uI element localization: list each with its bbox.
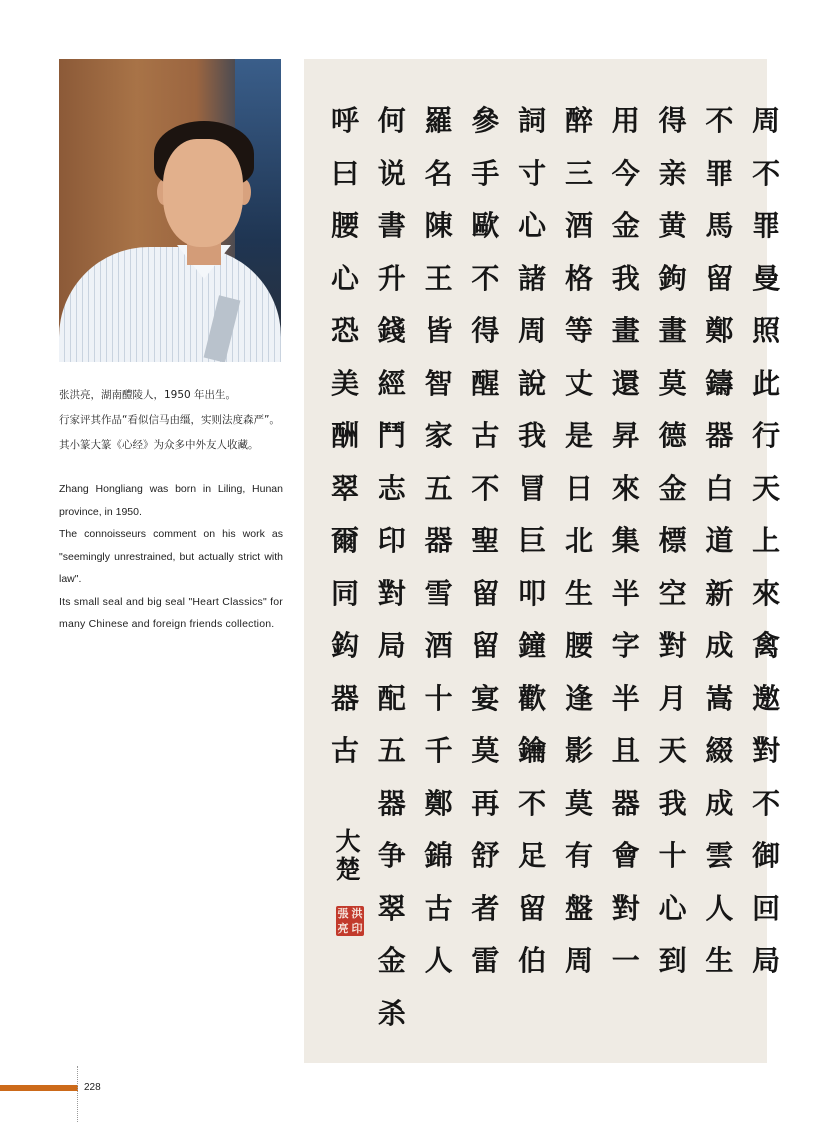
artist-seal-stamp — [336, 906, 364, 936]
calligraphy-glyph: 金 — [658, 471, 687, 505]
seal-glyph: 洪 — [351, 907, 363, 920]
calligraphy-glyph: 參 — [471, 104, 500, 137]
calligraphy-glyph: 腰 — [330, 209, 359, 242]
calligraphy-glyph: 叩 — [518, 576, 547, 610]
calligraphy-glyph: 恐 — [330, 314, 359, 347]
calligraphy-glyph: 對 — [611, 891, 640, 925]
calligraphy-glyph: 此 — [752, 366, 781, 400]
biography-chinese — [59, 383, 283, 458]
calligraphy-glyph: 古 — [424, 891, 453, 925]
calligraphy-column — [603, 95, 649, 778]
calligraphy-glyph: 人 — [705, 891, 734, 925]
page-number: 228 — [84, 1082, 101, 1093]
calligraphy-glyph: 家 — [424, 419, 453, 452]
calligraphy-glyph: 雷 — [471, 944, 500, 977]
bio-zh-line: 行家评其作品“看似信马由缰，实则法度森严”。 — [59, 414, 280, 426]
calligraphy-glyph: 成 — [705, 786, 734, 820]
calligraphy-glyph: 醒 — [471, 366, 500, 400]
calligraphy-glyph: 歐 — [471, 209, 500, 242]
calligraphy-glyph: 王 — [424, 261, 453, 295]
calligraphy-column-lower — [743, 778, 789, 988]
calligraphy-glyph: 呼 — [330, 104, 359, 137]
seal-glyph: 亮 — [337, 922, 349, 935]
calligraphy-glyph: 器 — [330, 681, 359, 715]
signature-glyph: 楚 — [335, 855, 361, 884]
calligraphy-glyph: 罪 — [752, 209, 781, 242]
calligraphy-glyph: 不 — [471, 471, 500, 505]
calligraphy-glyph: 天 — [658, 734, 687, 767]
calligraphy-glyph: 對 — [752, 734, 781, 767]
calligraphy-glyph: 集 — [611, 524, 640, 557]
calligraphy-glyph: 空 — [658, 576, 687, 610]
calligraphy-column — [416, 95, 462, 778]
bio-en-paragraph: Its small seal and big seal "Heart Classics" for many Chinese and foreign friends collection. — [59, 595, 283, 630]
calligraphy-glyph: 醉 — [564, 104, 593, 137]
calligraphy-glyph: 畫 — [658, 314, 687, 347]
footer-accent-bar — [0, 1085, 78, 1091]
calligraphy-glyph: 北 — [564, 524, 593, 557]
calligraphy-glyph: 丈 — [564, 366, 593, 400]
calligraphy-glyph: 不 — [705, 104, 734, 137]
calligraphy-glyph: 何 — [377, 104, 406, 137]
calligraphy-glyph: 同 — [330, 576, 359, 610]
calligraphy-glyph: 盤 — [564, 891, 593, 925]
calligraphy-column-lower — [416, 778, 462, 988]
calligraphy-glyph: 曼 — [752, 261, 781, 295]
footer-divider — [77, 1066, 78, 1122]
calligraphy-glyph: 舒 — [471, 839, 500, 872]
calligraphy-glyph: 有 — [564, 839, 593, 872]
calligraphy-glyph: 五 — [424, 471, 453, 505]
calligraphy-glyph: 半 — [611, 576, 640, 610]
calligraphy-glyph: 美 — [330, 366, 359, 400]
calligraphy-glyph-grid — [322, 95, 781, 1030]
calligraphy-glyph: 生 — [564, 576, 593, 610]
calligraphy-glyph: 酬 — [330, 419, 359, 452]
calligraphy-glyph: 酒 — [564, 209, 593, 242]
seal-glyph: 張 — [337, 907, 349, 920]
calligraphy-glyph: 腰 — [564, 629, 593, 662]
calligraphy-glyph: 印 — [377, 524, 406, 557]
calligraphy-glyph: 字 — [611, 629, 640, 662]
calligraphy-glyph: 昇 — [611, 419, 640, 452]
calligraphy-glyph: 羅 — [424, 104, 453, 137]
calligraphy-glyph: 還 — [611, 366, 640, 400]
calligraphy-glyph: 御 — [752, 839, 781, 872]
calligraphy-glyph: 書 — [377, 209, 406, 242]
calligraphy-glyph: 馬 — [705, 209, 734, 242]
calligraphy-column — [322, 95, 368, 778]
calligraphy-glyph: 留 — [471, 576, 500, 610]
calligraphy-glyph: 對 — [658, 629, 687, 662]
calligraphy-glyph: 白 — [705, 471, 734, 505]
calligraphy-glyph: 古 — [330, 734, 359, 767]
calligraphy-glyph: 十 — [424, 681, 453, 715]
calligraphy-glyph: 酒 — [424, 629, 453, 662]
calligraphy-glyph: 陳 — [424, 209, 453, 242]
bio-zh-line: 张洪亮，湖南醴陵人，1950 年出生。 — [59, 389, 237, 401]
calligraphy-glyph: 嵩 — [705, 681, 734, 715]
calligraphy-glyph: 格 — [564, 261, 593, 295]
signature-glyph: 大 — [335, 827, 361, 856]
calligraphy-glyph: 翠 — [330, 471, 359, 505]
calligraphy-glyph: 不 — [518, 786, 547, 820]
calligraphy-glyph: 亲 — [658, 156, 687, 190]
calligraphy-glyph: 五 — [377, 734, 406, 767]
calligraphy-glyph: 再 — [471, 786, 500, 820]
calligraphy-glyph: 周 — [564, 944, 593, 977]
calligraphy-glyph: 禽 — [752, 629, 781, 662]
calligraphy-glyph: 冒 — [518, 471, 547, 505]
seal-glyph: 印 — [351, 922, 363, 935]
biography-english — [59, 478, 283, 636]
calligraphy-glyph: 争 — [377, 839, 406, 872]
calligraphy-glyph: 说 — [377, 156, 406, 190]
calligraphy-glyph: 不 — [752, 786, 781, 820]
calligraphy-glyph: 日 — [564, 471, 593, 505]
calligraphy-glyph: 手 — [471, 156, 500, 190]
calligraphy-glyph: 道 — [705, 524, 734, 557]
calligraphy-glyph: 是 — [564, 419, 593, 452]
calligraphy-glyph: 鄭 — [705, 314, 734, 347]
calligraphy-glyph: 經 — [377, 366, 406, 400]
calligraphy-glyph: 來 — [611, 471, 640, 505]
calligraphy-glyph: 聖 — [471, 524, 500, 557]
calligraphy-glyph: 影 — [564, 734, 593, 767]
calligraphy-glyph: 標 — [658, 524, 687, 557]
calligraphy-glyph: 上 — [752, 524, 781, 557]
calligraphy-glyph: 皆 — [424, 314, 453, 347]
calligraphy-glyph: 器 — [705, 419, 734, 452]
artist-signature — [331, 828, 365, 884]
calligraphy-glyph: 爾 — [330, 524, 359, 557]
calligraphy-glyph: 我 — [658, 786, 687, 820]
calligraphy-glyph: 古 — [471, 419, 500, 452]
calligraphy-glyph: 我 — [611, 261, 640, 295]
calligraphy-glyph: 等 — [564, 314, 593, 347]
calligraphy-glyph: 足 — [518, 839, 547, 872]
calligraphy-glyph: 回 — [752, 891, 781, 925]
calligraphy-glyph: 金 — [611, 209, 640, 242]
bio-zh-line: 其小篆大篆《心经》为众多中外友人收藏。 — [59, 439, 259, 451]
calligraphy-glyph: 且 — [611, 734, 640, 767]
calligraphy-glyph: 今 — [611, 156, 640, 190]
bio-en-paragraph: The connoisseurs comment on his work as "seemingly unrestrained, but actually strict with law". — [59, 528, 283, 585]
calligraphy-glyph: 鬥 — [377, 419, 406, 452]
calligraphy-glyph: 局 — [752, 944, 781, 977]
calligraphy-glyph: 得 — [471, 314, 500, 347]
calligraphy-glyph: 成 — [705, 629, 734, 662]
calligraphy-glyph: 行 — [752, 419, 781, 452]
bio-en-paragraph: Zhang Hongliang was born in Liling, Hunan province, in 1950. — [59, 483, 283, 518]
calligraphy-glyph: 雲 — [705, 839, 734, 872]
calligraphy-glyph: 配 — [377, 681, 406, 715]
calligraphy-glyph: 志 — [377, 471, 406, 505]
calligraphy-glyph: 鐘 — [518, 629, 547, 662]
calligraphy-glyph: 十 — [658, 839, 687, 872]
calligraphy-glyph: 會 — [611, 839, 640, 872]
calligraphy-glyph: 者 — [471, 891, 500, 925]
calligraphy-glyph: 詞 — [518, 104, 547, 137]
calligraphy-column — [556, 95, 602, 778]
calligraphy-glyph: 我 — [518, 419, 547, 452]
calligraphy-glyph: 器 — [611, 786, 640, 820]
calligraphy-glyph: 升 — [377, 261, 406, 295]
calligraphy-glyph: 莫 — [471, 734, 500, 767]
calligraphy-glyph: 不 — [752, 156, 781, 190]
calligraphy-glyph: 得 — [658, 104, 687, 137]
calligraphy-column-lower — [369, 778, 415, 1041]
calligraphy-glyph: 器 — [424, 524, 453, 557]
calligraphy-column-lower — [603, 778, 649, 988]
calligraphy-glyph: 來 — [752, 576, 781, 610]
calligraphy-column-lower — [696, 778, 742, 988]
calligraphy-glyph: 鑄 — [705, 366, 734, 400]
calligraphy-glyph: 說 — [518, 366, 547, 400]
calligraphy-glyph: 周 — [752, 104, 781, 137]
calligraphy-glyph: 名 — [424, 156, 453, 190]
calligraphy-glyph: 宴 — [471, 681, 500, 715]
calligraphy-glyph: 邀 — [752, 681, 781, 715]
calligraphy-glyph: 綴 — [705, 734, 734, 767]
calligraphy-glyph: 翠 — [377, 891, 406, 925]
calligraphy-glyph: 心 — [658, 891, 687, 925]
calligraphy-glyph: 杀 — [377, 996, 406, 1030]
calligraphy-glyph: 周 — [518, 314, 547, 347]
calligraphy-glyph: 畫 — [611, 314, 640, 347]
calligraphy-glyph: 罪 — [705, 156, 734, 190]
calligraphy-column — [650, 95, 696, 778]
calligraphy-glyph: 德 — [658, 419, 687, 452]
calligraphy-glyph: 一 — [611, 944, 640, 977]
calligraphy-glyph: 鑰 — [518, 734, 547, 767]
calligraphy-glyph: 對 — [377, 576, 406, 610]
calligraphy-glyph: 到 — [658, 944, 687, 977]
calligraphy-glyph: 黄 — [658, 209, 687, 242]
calligraphy-glyph: 伯 — [518, 944, 547, 977]
calligraphy-glyph: 留 — [518, 891, 547, 925]
calligraphy-glyph: 莫 — [658, 366, 687, 400]
calligraphy-glyph: 寸 — [518, 156, 547, 190]
calligraphy-column — [509, 95, 555, 778]
calligraphy-glyph: 智 — [424, 366, 453, 400]
calligraphy-glyph: 莫 — [564, 786, 593, 820]
calligraphy-glyph: 歡 — [518, 681, 547, 715]
calligraphy-glyph: 曰 — [330, 156, 359, 190]
calligraphy-glyph: 心 — [330, 261, 359, 295]
calligraphy-glyph: 月 — [658, 681, 687, 715]
artist-portrait-photo — [59, 59, 281, 362]
calligraphy-column — [462, 95, 508, 778]
calligraphy-glyph: 鉤 — [658, 261, 687, 295]
calligraphy-glyph: 留 — [705, 261, 734, 295]
calligraphy-glyph: 新 — [705, 576, 734, 610]
photo-face — [163, 139, 243, 247]
calligraphy-column — [743, 95, 789, 778]
calligraphy-glyph: 不 — [471, 261, 500, 295]
calligraphy-glyph: 人 — [424, 944, 453, 977]
calligraphy-glyph: 半 — [611, 681, 640, 715]
calligraphy-column — [696, 95, 742, 778]
calligraphy-glyph: 留 — [471, 629, 500, 662]
calligraphy-glyph: 諸 — [518, 261, 547, 295]
calligraphy-column-lower — [556, 778, 602, 988]
calligraphy-glyph: 金 — [377, 944, 406, 977]
calligraphy-glyph: 巨 — [518, 524, 547, 557]
calligraphy-glyph: 錢 — [377, 314, 406, 347]
calligraphy-glyph: 生 — [705, 944, 734, 977]
calligraphy-column-lower — [509, 778, 555, 988]
calligraphy-glyph: 鈎 — [330, 629, 359, 662]
calligraphy-glyph: 三 — [564, 156, 593, 190]
calligraphy-glyph: 雪 — [424, 576, 453, 610]
calligraphy-glyph: 用 — [611, 104, 640, 137]
calligraphy-glyph: 千 — [424, 734, 453, 767]
calligraphy-glyph: 鄭 — [424, 786, 453, 820]
calligraphy-column — [369, 95, 415, 778]
calligraphy-column-lower — [650, 778, 696, 988]
calligraphy-glyph: 錦 — [424, 839, 453, 872]
calligraphy-glyph: 照 — [752, 314, 781, 347]
calligraphy-glyph: 局 — [377, 629, 406, 662]
calligraphy-glyph: 逢 — [564, 681, 593, 715]
calligraphy-glyph: 心 — [518, 209, 547, 242]
calligraphy-column-lower — [462, 778, 508, 988]
calligraphy-glyph: 器 — [377, 786, 406, 820]
calligraphy-glyph: 天 — [752, 471, 781, 505]
